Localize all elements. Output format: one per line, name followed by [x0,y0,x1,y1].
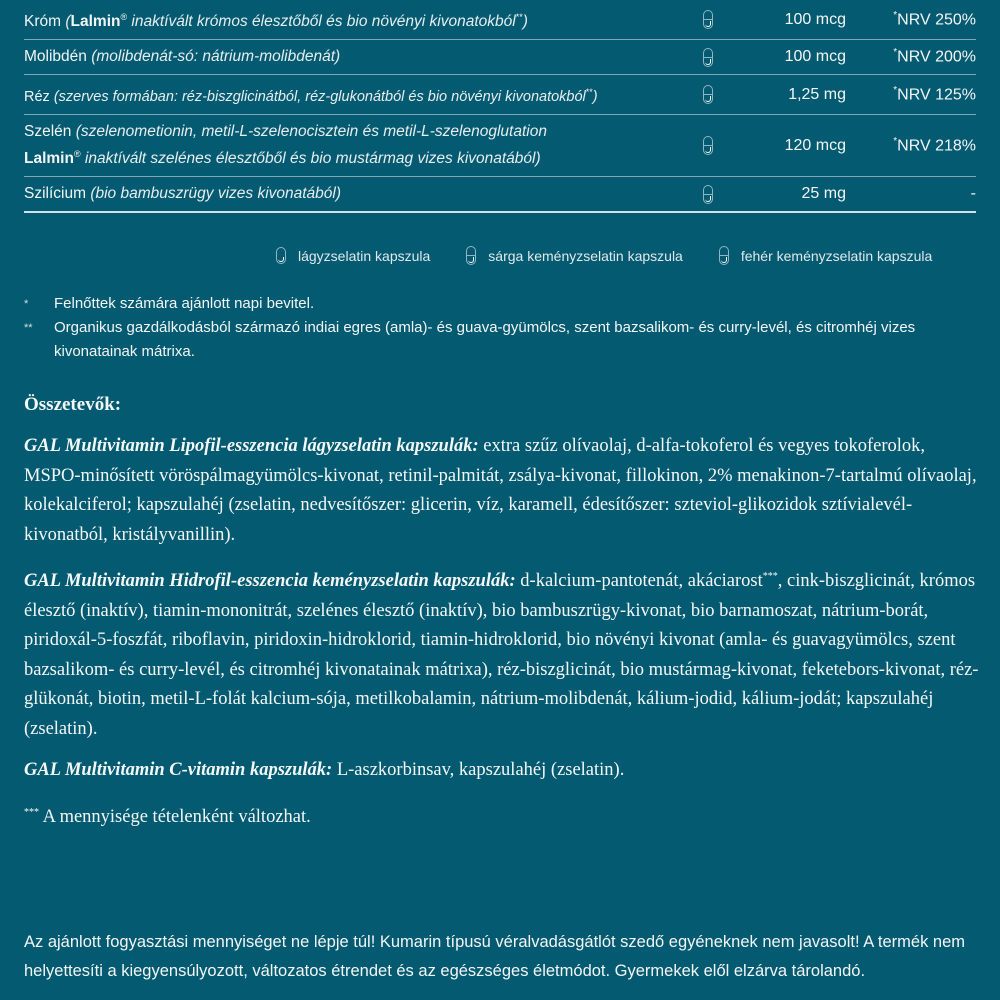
nutrient-name: Króm [24,13,62,31]
nutrient-name: Molibdén [24,48,87,66]
white-hard-capsule-icon [719,246,729,265]
yellow-hard-capsule-icon [466,246,476,265]
table-row-chromium [24,0,976,40]
footnote [24,316,984,364]
ingredient-list: , cink-biszglicinát, krómos élesztő (inaktív), tiamin-mononitrát, szelénes élesztő (inaktív), bio bambuszrügy-kivonat, bio barnamoszat, nátrium-borát, piridoxál-5-foszfát, riboflavin, piridoxin-hidroklorid, tiamin-hidroklorid, bio növényi kivonat (amla- és guavagyümölcs, szent bazsalikom- és curry-levél, és citromhéj kivonatainak mátrixa), réz-biszglicinát, bio mustármag-kivonat, feketebors-kivonat, réz-glükonát, biotin, metil-L-folát kalcium-sója, metilkobalamin, nátrium-molibdenát, kálium-jodid, kálium-jodát; kapszulahéj (zselatin). [24,571,979,739]
footnote-mark: * [24,298,29,310]
brand-name: Lalmin [24,150,74,168]
legend-item-yellow-hard: sárga keményzselatin kapszula [466,246,683,265]
ingredient-group-title: GAL Multivitamin Hidrofil-esszencia keményzselatin kapszulák: [24,571,516,592]
capsule-legend [276,246,976,265]
nutrient-name-cell: Króm (Lalmin® inaktívált krómos élesztőből és bio növényi kivonatokból**) [24,12,528,31]
nutrient-name-cell: Réz (szerves formában: réz-biszglicinátból, réz-glukonátból és bio növényi kivonatokból**) [24,87,598,105]
amount: 1,25 mg [788,85,846,103]
nutrient-name: Réz [24,88,50,105]
nutrient-source: (bio bambuszrügy vizes kivonatából) [86,185,342,203]
footnote-text: Organikus gazdálkodásból származó indiai egres (amla)- és guava-gyümölcs, szent bazsalikom- és curry-levél, és citromhéj vizes kivonatainak mátrixa. [54,319,916,360]
nutrient-name-cell: Szelén (szelenometionin, metil-L-szelenocisztein és metil-L-szelenoglutation Lalmin® inaktívált szelénes élesztőből és bio mustármag vizes kivonatából) [24,122,547,168]
nrv-value: *NRV 125% [893,84,976,104]
amount: 100 mcg [784,10,846,28]
yellow-hard-capsule-icon [703,136,713,155]
ingredient-list: extra szűz olívaolaj, d-alfa-tokoferol és vegyes tokoferolok, MSPO-minősített vöröspálmagyümölcs-kivonat, retinil-palmitát, zsálya-kivonat, fillokinon, 2% menakinon-7-tartalmú olívaolaj, kolekalciferol; kapszulahéj (zselatin, nedvesítőszer: glicerin, víz, karamell, édesítőszer: szteviol-glikozidok sztívialevél-kivonatból, kristályvanillin). [24,436,977,545]
ingredients-section [24,392,984,844]
footnote [24,292,984,316]
yellow-hard-capsule-icon [703,185,713,204]
yellow-hard-capsule-icon [703,48,713,67]
ingredient-group-title: GAL Multivitamin C-vitamin kapszulák: [24,760,333,781]
table-row-silicon [24,177,976,213]
table-row-copper [24,75,976,115]
yellow-hard-capsule-icon [703,85,713,104]
warning-text: Az ajánlott fogyasztási mennyiséget ne lépje túl! Kumarin típusú véralvadásgátlót szedő egyéneknek nem javasolt! A termék nem helyettesíti a kiegyensúlyozott, változatos étrendet és az egészséges életmódot. Gyermekek elől elzárva tárolandó. [24,933,966,980]
nrv-value: *NRV 200% [893,47,976,66]
nrv-value: - [970,185,976,203]
nutrient-name-cell [24,40,690,74]
ingredients-heading: Összetevők: [24,394,122,415]
brand-name: Lalmin [70,13,121,31]
softgel-capsule-icon [276,247,286,264]
nutrient-table [24,0,976,213]
nrv-value: *NRV 218% [893,135,976,155]
nutrient-source: (szelenometionin, metil-L-szelenocisztein és metil-L-szelenoglutation [71,122,547,140]
ingredients-lipofil [24,432,984,550]
table-row-molybdenum [24,40,976,75]
amount: 100 mcg [784,48,846,66]
legend-item-softgel: lágyzselatin kapszula [276,247,430,264]
ingredients-c-vitamin [24,756,984,786]
amount: 25 mg [801,185,846,203]
nutrient-name-cell [24,177,690,211]
nutrient-source: inaktívált krómos élesztőből és bio növényi kivonatokból [127,13,516,31]
footnote-text: Felnőttek számára ajánlott napi bevitel. [54,295,315,312]
ingredients-hidrofil: GAL Multivitamin Hidrofil-esszencia keményzselatin kapszulák: d-kalcium-pantotenát, akáciarost***, cink-biszglicinát, krómos élesztő (inaktív), tiamin-mononitrát, szelénes élesztő (inaktív), bio bambuszrügy-kivonat, bio barnamoszat, nátrium-borát, piridoxál-5-foszfát, riboflavin, piridoxin-hidroklorid, tiamin-hidroklorid, bio növényi kivonat (amla- és guavagyümölcs, szent bazsalikom- és curry-levél, és citromhéj kivonatainak mátrixa), réz-biszglicinát, bio mustármag-kivonat, feketebors-kivonat, réz-glükonát, biotin, metil-L-folát kalcium-sója, metilkobalamin, nátrium-molibdenát, kálium-jodid, kálium-jodát; kapszulahéj (zselatin). [24,571,979,739]
ingredient-list: L-aszkorbinsav, kapszulahéj (zselatin). [332,760,625,781]
footnotes [24,292,984,364]
quantity-note: *** A mennyisége tételenként változhat. [24,806,311,827]
nutrient-name: Szilícium [24,185,87,203]
nutrient-name: Szelén [24,122,72,140]
legend-item-white-hard: fehér keményzselatin kapszula [719,246,932,265]
amount: 120 mcg [784,136,846,154]
yellow-hard-capsule-icon [703,10,713,29]
table-row-selenium [24,115,976,177]
footnote-mark: ** [24,322,33,334]
ingredient-group-title: GAL Multivitamin Lipofil-esszencia lágyzselatin kapszulák: [24,436,479,456]
nutrient-source: (szerves formában: réz-biszglicinátból, réz-glukonátból és bio növényi kivonatokból [49,88,586,105]
nutrient-source: (molibdenát-só: nátrium-molibdenát) [86,48,341,66]
nrv-value: *NRV 250% [893,9,976,29]
